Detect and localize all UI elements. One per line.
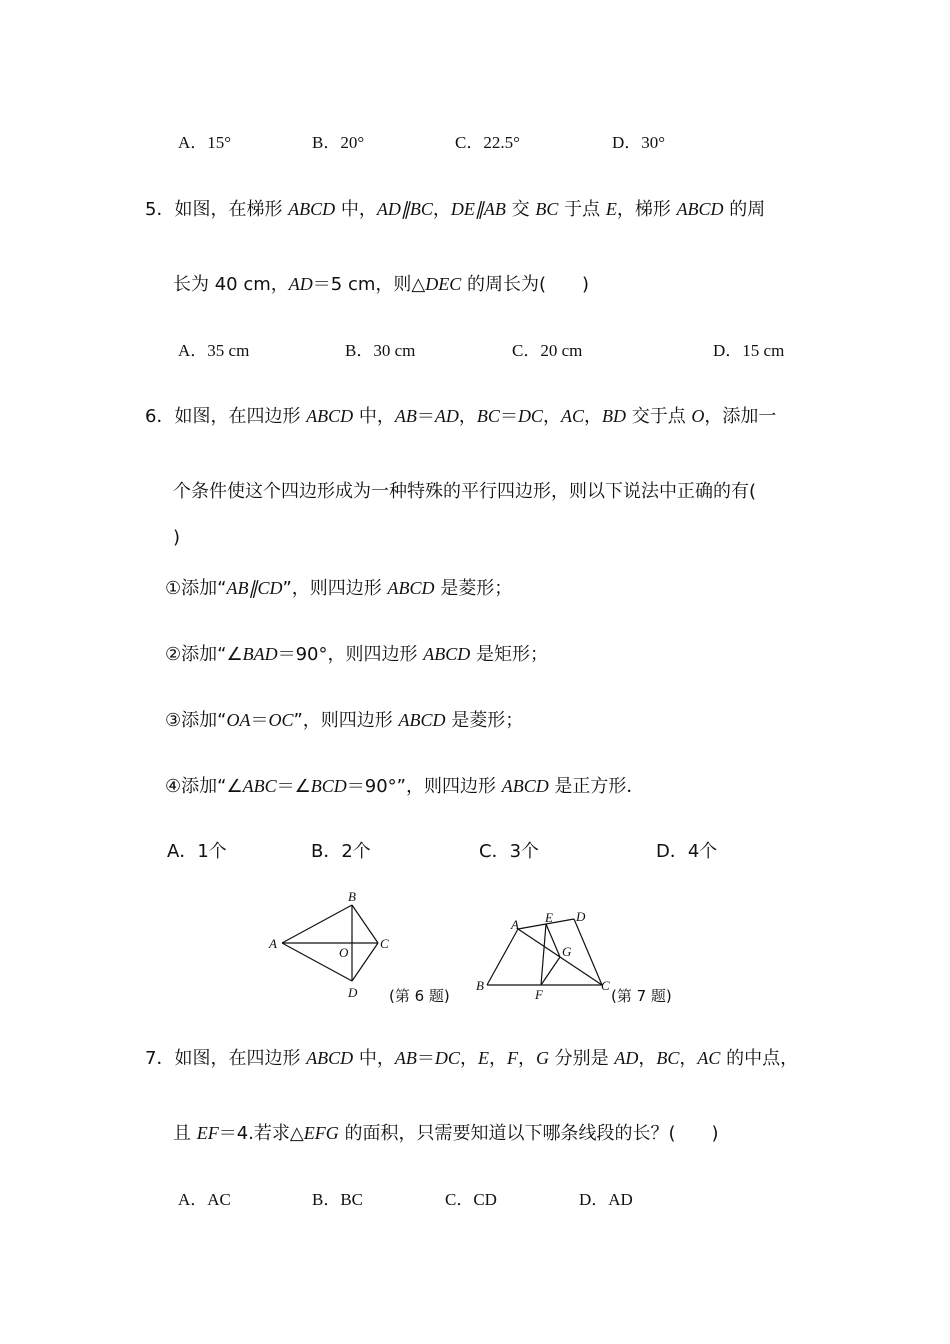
math: ABCD xyxy=(306,406,354,426)
math: DC xyxy=(517,406,543,426)
math: BC xyxy=(476,406,500,426)
q6-stem-line1 xyxy=(145,404,776,429)
text: 的中点， xyxy=(720,1048,799,1069)
math: BC xyxy=(656,1048,680,1068)
q4-option-a: A．15° xyxy=(178,133,232,152)
text: 分别是 xyxy=(548,1048,615,1069)
label-d: D xyxy=(348,985,358,1000)
q6-option-c: C．3个 xyxy=(479,841,540,862)
text: 是菱形； xyxy=(434,578,513,599)
text: ＝ xyxy=(250,710,269,731)
math: DE∥AB xyxy=(450,199,506,219)
text: 的面积，只需要知道以下哪条线段的长？( ) xyxy=(338,1123,719,1144)
q6-option-b: B．2个 xyxy=(311,841,371,862)
text: ， xyxy=(488,1048,507,1069)
q6-item-2 xyxy=(165,642,548,667)
label-a: A xyxy=(511,917,519,932)
text: 中， xyxy=(335,199,377,220)
question-number: 5． xyxy=(145,199,175,220)
math: AB xyxy=(394,1048,417,1068)
text: 的周长为( ) xyxy=(461,274,590,295)
text: ， xyxy=(542,406,561,427)
math: F xyxy=(506,1048,518,1068)
text: ＝5 cm，则△ xyxy=(312,274,426,295)
math: AD xyxy=(288,274,313,294)
segment-ab xyxy=(282,905,352,943)
math: DC xyxy=(434,1048,460,1068)
math: AB xyxy=(394,406,417,426)
text: 中， xyxy=(353,1048,395,1069)
q7-option-a: A．AC xyxy=(178,1190,231,1209)
math: ABCD xyxy=(423,644,471,664)
text: ＝ xyxy=(499,406,518,427)
kite-diagram xyxy=(265,885,395,1005)
text: 中， xyxy=(353,406,395,427)
text: 的周 xyxy=(723,199,766,220)
text: ＝∠ xyxy=(276,776,311,797)
q4-option-b: B．20° xyxy=(312,133,365,152)
label-c: C xyxy=(601,978,610,993)
q6-item-3 xyxy=(165,708,523,733)
text: ， xyxy=(458,406,477,427)
text: ＝ xyxy=(416,406,435,427)
text: 是矩形； xyxy=(470,644,548,665)
figure-q6 xyxy=(265,885,395,1005)
label-c: C xyxy=(380,936,389,951)
label-e: E xyxy=(545,910,553,925)
q5-option-d: D．15 cm xyxy=(713,341,785,360)
math: BCD xyxy=(310,776,347,796)
math: AD∥BC xyxy=(376,199,433,219)
math: ABCD xyxy=(501,776,549,796)
text: ②添加“∠ xyxy=(165,644,243,665)
math: E xyxy=(605,199,617,219)
caption-q7: (第 7 题) xyxy=(611,987,672,1005)
text: ＝4.若求△ xyxy=(218,1123,304,1144)
math: DEC xyxy=(425,274,462,294)
math: G xyxy=(535,1048,549,1068)
math: ABCD xyxy=(387,578,435,598)
label-b: B xyxy=(348,889,356,904)
text: ， xyxy=(459,1048,478,1069)
math: BD xyxy=(601,406,626,426)
math: BC xyxy=(535,199,559,219)
q7-stem-line2 xyxy=(173,1121,719,1146)
math: ABCD xyxy=(398,710,446,730)
math: AC xyxy=(697,1048,721,1068)
math: AD xyxy=(614,1048,639,1068)
q7-option-d: D．AD xyxy=(579,1190,633,1209)
text: ①添加“ xyxy=(165,578,227,599)
label-d: D xyxy=(576,909,586,924)
math: BAD xyxy=(242,644,278,664)
segment-cd xyxy=(352,943,378,981)
label-o: O xyxy=(339,945,349,960)
text: ， xyxy=(432,199,451,220)
q6-stem-line3: ) xyxy=(173,527,181,548)
text: 是菱形； xyxy=(445,710,524,731)
text: ＝ xyxy=(416,1048,435,1069)
segment-fg xyxy=(541,957,560,985)
text: 且 xyxy=(173,1123,197,1144)
q5-option-a: A．35 cm xyxy=(178,341,250,360)
q7-option-c: C．CD xyxy=(445,1190,497,1209)
text: ， xyxy=(679,1048,698,1069)
math: OC xyxy=(268,710,294,730)
q6-item-4 xyxy=(165,774,644,799)
text: 如图，在四边形 xyxy=(174,1048,307,1069)
text: 交于点 xyxy=(625,406,692,427)
text: 交 xyxy=(505,199,536,220)
text: ，梯形 xyxy=(616,199,677,220)
math: ABC xyxy=(242,776,277,796)
segment-ef xyxy=(541,924,546,985)
segment-bc xyxy=(352,905,378,943)
q4-option-d: D．30° xyxy=(612,133,666,152)
math: AB∥CD xyxy=(226,578,283,598)
q6-option-d: D．4个 xyxy=(656,841,718,862)
label-f: F xyxy=(535,987,543,1002)
q6-option-a: A．1个 xyxy=(167,841,227,862)
text: 是正方形． xyxy=(548,776,645,797)
caption-q6: (第 6 题) xyxy=(389,987,450,1005)
text: ＝90°，则四边形 xyxy=(277,644,424,665)
label-b: B xyxy=(476,978,484,993)
text: ， xyxy=(517,1048,536,1069)
math: EFG xyxy=(303,1123,339,1143)
text: ④添加“∠ xyxy=(165,776,243,797)
math: ABCD xyxy=(306,1048,354,1068)
text: ”，则四边形 xyxy=(293,710,399,731)
q5-option-c: C．20 cm xyxy=(512,341,583,360)
q7-option-b: B．BC xyxy=(312,1190,364,1209)
q4-option-c: C．22.5° xyxy=(455,133,520,152)
q6-item-1 xyxy=(165,576,512,601)
q5-stem-line2 xyxy=(173,272,589,297)
label-a: A xyxy=(269,936,277,951)
math: AD xyxy=(434,406,459,426)
text: 于点 xyxy=(558,199,606,220)
math: ABCD xyxy=(676,199,724,219)
math: E xyxy=(477,1048,489,1068)
q5-option-b: B．30 cm xyxy=(345,341,416,360)
math: OA xyxy=(226,710,251,730)
text: 如图，在四边形 xyxy=(174,406,307,427)
question-number: 7． xyxy=(145,1048,175,1069)
quadrilateral-diagram xyxy=(470,905,620,1005)
text: ③添加“ xyxy=(165,710,227,731)
q6-stem-line2: 个条件使这个四边形成为一种特殊的平行四边形，则以下说法中正确的有( xyxy=(173,481,757,502)
text: 如图，在梯形 xyxy=(174,199,289,220)
math: EF xyxy=(196,1123,219,1143)
q7-stem-line1 xyxy=(145,1046,798,1071)
question-number: 6． xyxy=(145,406,175,427)
label-g: G xyxy=(562,944,572,959)
figure-q7 xyxy=(470,905,620,1005)
text: ， xyxy=(638,1048,657,1069)
text: 长为 40 cm， xyxy=(173,274,289,295)
text: ”，则四边形 xyxy=(282,578,388,599)
text: ， xyxy=(583,406,602,427)
math: ABCD xyxy=(288,199,336,219)
text: ，添加一 xyxy=(704,406,777,427)
math: O xyxy=(691,406,705,426)
text: ＝90°”，则四边形 xyxy=(346,776,502,797)
segment-ba xyxy=(487,929,518,985)
q5-stem-line1 xyxy=(145,197,765,222)
math: AC xyxy=(560,406,584,426)
